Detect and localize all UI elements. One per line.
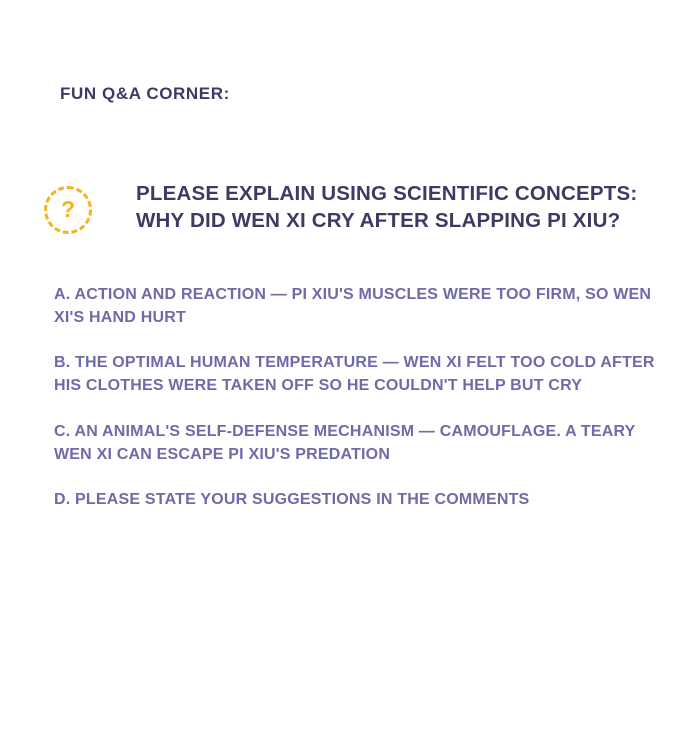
question-text [136, 180, 637, 234]
answer-options-list [54, 284, 658, 512]
list-item: A. ACTION AND REACTION — PI XIU'S MUSCLES WERE TOO FIRM, SO WEN XI'S HAND HURT [54, 286, 652, 326]
question-line-1: PLEASE EXPLAIN USING SCIENTIFIC CONCEPTS: [136, 182, 638, 205]
list-item: C. AN ANIMAL'S SELF-DEFENSE MECHANISM — CAMOUFLAGE. A TEARY WEN XI CAN ESCAPE PI XIU'S PREDATION [54, 422, 636, 463]
page-title: FUN Q&A CORNER: [60, 84, 230, 103]
question-block [44, 180, 656, 234]
list-item: D. PLEASE STATE YOUR SUGGESTIONS IN THE COMMENTS [54, 491, 530, 509]
question-line-2: WHY DID WEN XI CRY AFTER SLAPPING PI XIU? [136, 209, 621, 233]
list-item: B. THE OPTIMAL HUMAN TEMPERATURE — WEN XI FELT TOO COLD AFTER HIS CLOTHES WERE TAKEN OFF SO HE COULDN'T HELP BUT CRY [54, 354, 655, 395]
question-mark-glyph: ? [60, 195, 76, 222]
question-mark-icon [44, 186, 92, 234]
